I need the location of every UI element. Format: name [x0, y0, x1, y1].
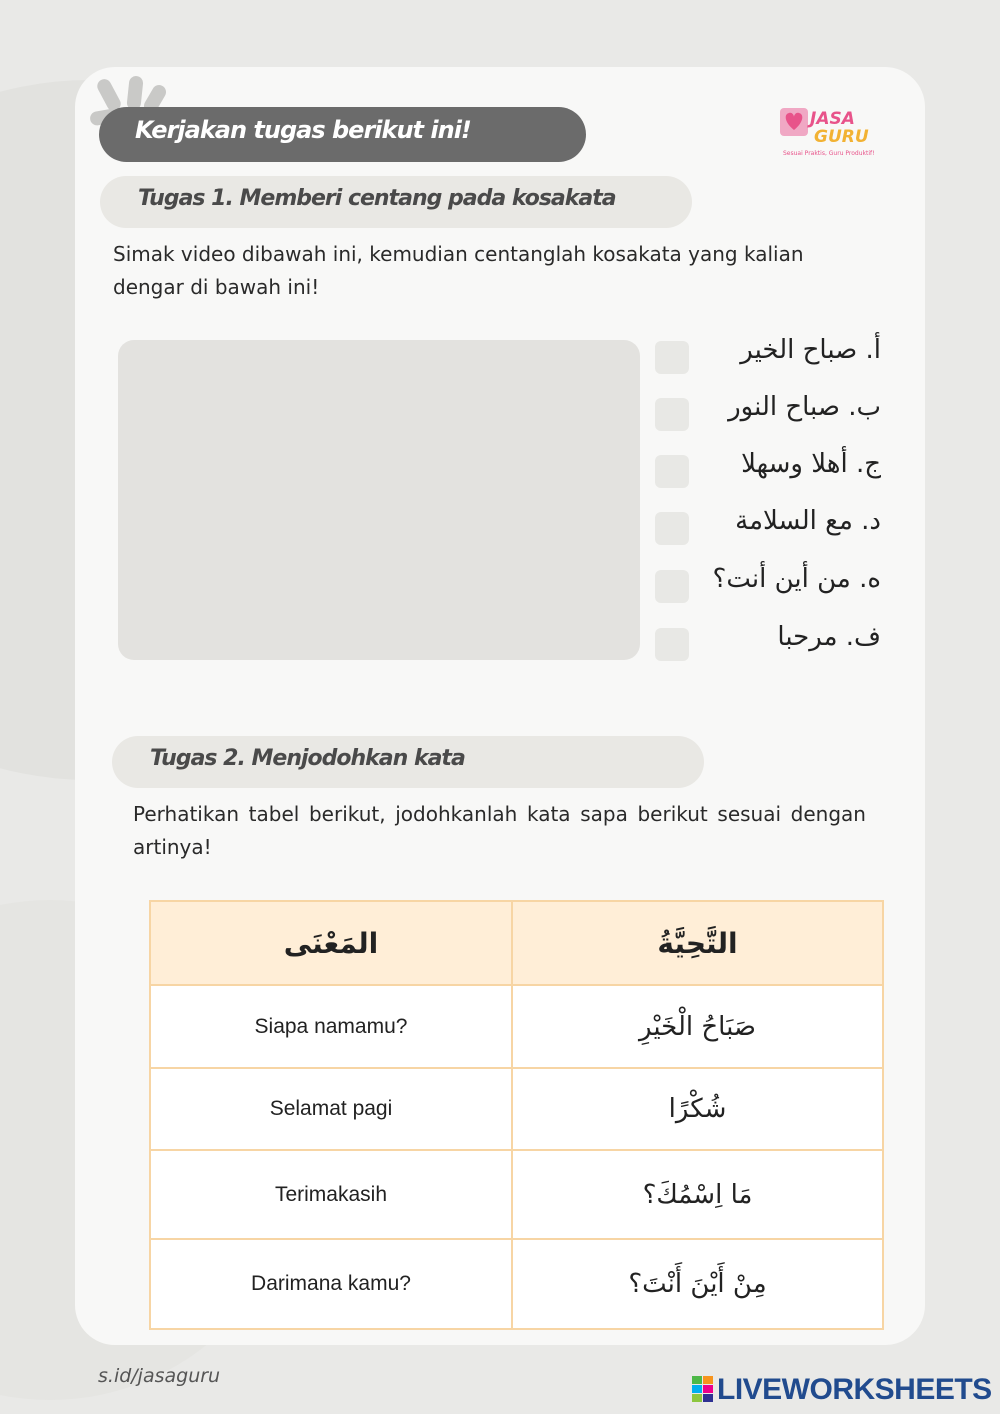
column-header-meaning: المَعْنَى [150, 901, 512, 985]
meaning-cell[interactable]: Darimana kamu? [150, 1239, 512, 1329]
table-row [150, 1068, 883, 1150]
task2-title: Tugas 2. Menjodohkan kata [150, 746, 465, 771]
greeting-cell[interactable]: مِنْ أَيْنَ أَنْتَ؟ [512, 1239, 883, 1329]
option-label: ف. مرحبا [777, 622, 881, 652]
logo-line1: JASA [810, 109, 855, 129]
meaning-cell[interactable]: Siapa namamu? [150, 985, 512, 1068]
task2-instruction: Perhatikan tabel berikut, jodohkanlah kata sapa berikut sesuai dengan artinya! [133, 802, 866, 859]
page-title: Kerjakan tugas berikut ini! [135, 116, 471, 144]
option-label: ه. من أين أنت؟ [712, 564, 881, 594]
option-row [655, 449, 885, 489]
option-label: ب. صباح النور [728, 392, 881, 422]
option-row [655, 392, 885, 432]
option-label: ج. أهلا وسهلا [741, 449, 881, 479]
greeting-cell[interactable]: مَا اِسْمُكَ؟ [512, 1150, 883, 1239]
task1-instruction: Simak video dibawah ini, kemudian centanglah kosakata yang kalian dengar di bawah ini! [113, 242, 804, 299]
table-row [150, 985, 883, 1068]
liveworksheets-badge-icon [692, 1376, 714, 1402]
liveworksheets-wordmark: LIVEWORKSHEETS [717, 1373, 992, 1406]
option-checkbox[interactable] [655, 570, 689, 603]
option-row [655, 622, 885, 662]
logo-tagline: Sesuai Praktis, Guru Produktif! [783, 150, 875, 157]
greeting-cell[interactable]: شُكْرًا [512, 1068, 883, 1150]
table-row [150, 1150, 883, 1239]
meaning-cell[interactable]: Selamat pagi [150, 1068, 512, 1150]
footer-link[interactable]: s.id/jasaguru [98, 1365, 221, 1387]
option-row [655, 506, 885, 546]
task1-title: Tugas 1. Memberi centang pada kosakata [138, 186, 616, 211]
option-label: أ. صباح الخير [740, 335, 881, 365]
logo-line2: GURU [814, 127, 869, 147]
video-placeholder[interactable] [118, 340, 640, 660]
option-checkbox[interactable] [655, 628, 689, 661]
option-checkbox[interactable] [655, 455, 689, 488]
greeting-cell[interactable]: صَبَاحُ الْخَيْرِ [512, 985, 883, 1068]
option-row [655, 335, 885, 375]
option-checkbox[interactable] [655, 341, 689, 374]
meaning-cell[interactable]: Terimakasih [150, 1150, 512, 1239]
option-checkbox[interactable] [655, 398, 689, 431]
table-row [150, 1239, 883, 1329]
option-checkbox[interactable] [655, 512, 689, 545]
option-label: د. مع السلامة [735, 506, 881, 536]
column-header-greeting: التَّحِيَّةُ [512, 901, 883, 985]
matching-table [149, 900, 884, 1330]
option-row [655, 564, 885, 604]
